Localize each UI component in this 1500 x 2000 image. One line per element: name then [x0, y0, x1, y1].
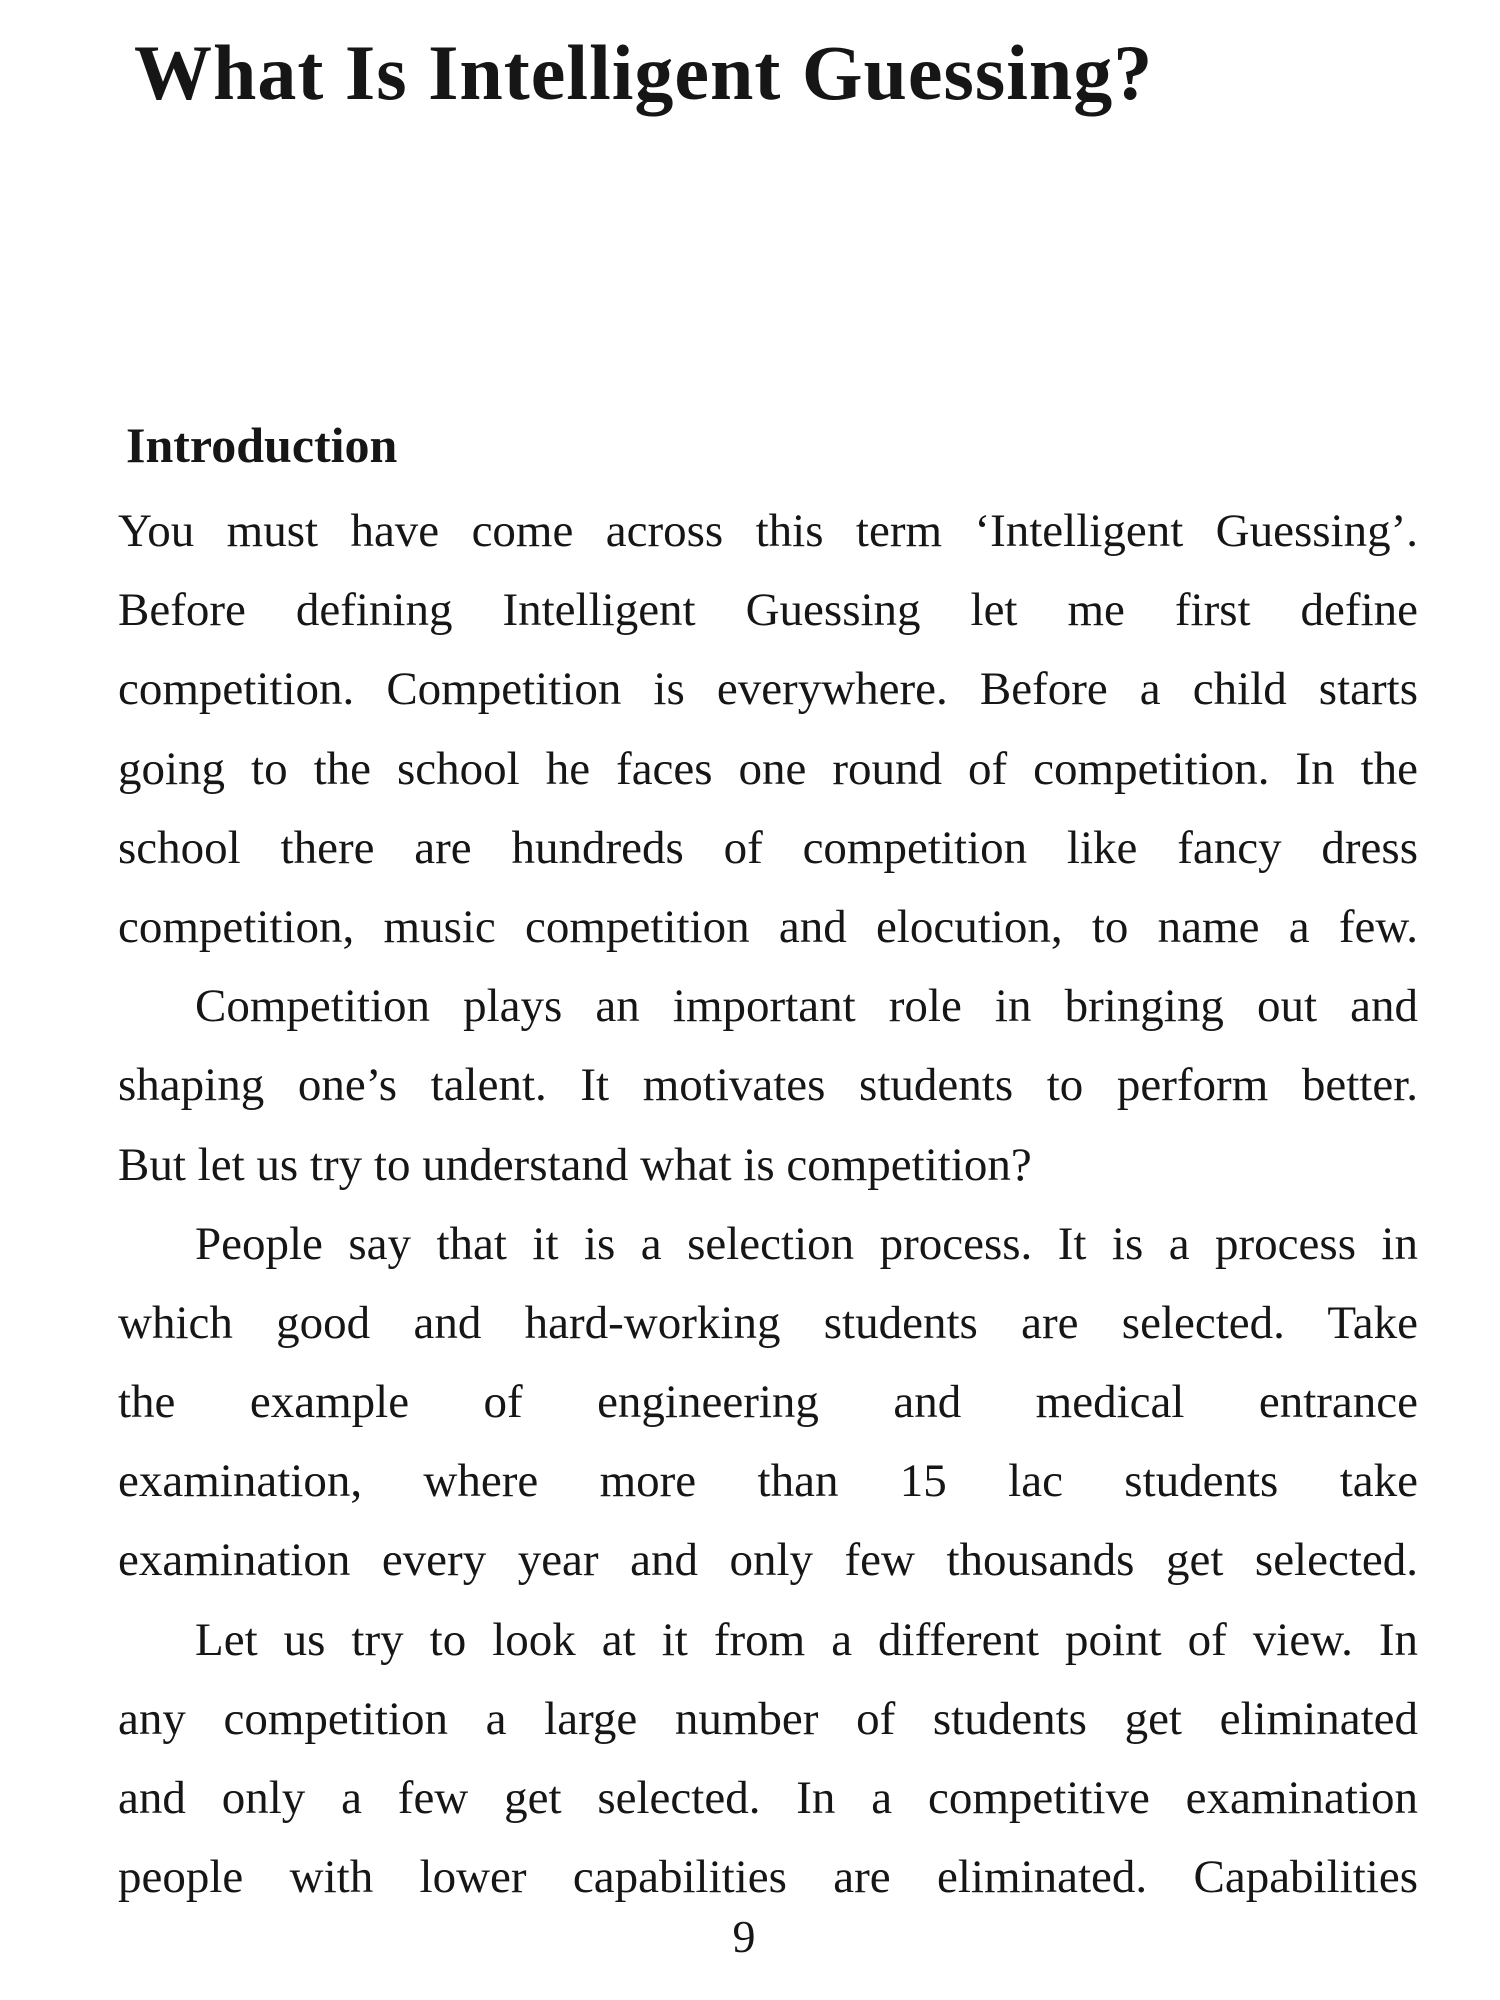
text-line: school there are hundreds of competition like fancy dress	[118, 821, 1418, 874]
body-text	[118, 492, 1418, 1917]
text-line: You must have come across this term ‘Intelligent Guessing’.	[118, 505, 1418, 557]
text-line: examination, where more than 15 lac students take	[118, 1455, 1418, 1508]
text-line: competition. Competition is everywhere. Before a child starts	[118, 663, 1418, 716]
text-line: Let us try to look at it from a different point of view. In	[195, 1613, 1418, 1666]
text-line: Competition plays an important role in bringing out and	[195, 980, 1418, 1033]
section-heading: Introduction	[126, 417, 398, 473]
text-line: shaping one’s talent. It motivates students to perform better.	[118, 1059, 1418, 1112]
text-line: people with lower capabilities are eliminated. Capabilities	[118, 1851, 1418, 1904]
text-line: which good and hard-working students are selected. Take	[118, 1296, 1418, 1349]
text-line: going to the school he faces one round of competition. In the	[118, 742, 1418, 795]
text-line: the example of engineering and medical entrance	[118, 1376, 1418, 1429]
text-line: and only a few get selected. In a competitive examination	[118, 1772, 1418, 1824]
text-line: People say that it is a selection process. It is a process in	[195, 1217, 1418, 1270]
text-line: competition, music competition and elocution, to name a few.	[118, 900, 1418, 953]
page-number: 9	[732, 1911, 756, 1962]
text-line: Before defining Intelligent Guessing let me first define	[118, 584, 1418, 637]
text-line: any competition a large number of students get eliminated	[118, 1692, 1418, 1745]
text-line: examination every year and only few thousands get selected.	[118, 1534, 1418, 1587]
chapter-title: What Is Intelligent Guessing?	[134, 29, 1154, 116]
text-line: But let us try to understand what is competition?	[118, 1138, 1032, 1191]
